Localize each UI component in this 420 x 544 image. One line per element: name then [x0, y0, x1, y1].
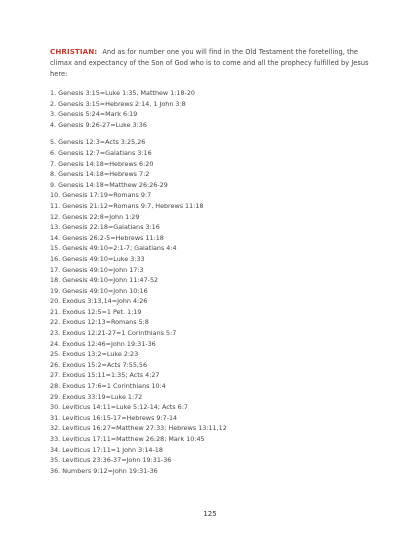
reference-item: 31. Leviticus 16:15-17=Hebrews 9:7-14	[50, 413, 178, 422]
reference-item: 34. Leviticus 17:11=1 John 3:14-18	[50, 445, 163, 454]
reference-item: 17. Genesis 49:10=John 17:3	[50, 265, 144, 274]
reference-item: 2. Genesis 3:15=Hebrews 2:14, 1 John 3:8	[50, 99, 186, 108]
reference-item: 22. Exodus 12:13=Romans 5:8	[50, 318, 149, 327]
reference-item: 21. Exodus 12:5=1 Pet. 1:19	[50, 307, 142, 316]
reference-item: 25. Exodus 13:2=Luke 2:23	[50, 350, 139, 359]
reference-item: 30. Leviticus 14:11=Luke 5:12-14; Acts 6:7	[50, 403, 188, 412]
reference-item: 12. Genesis 22:8=John 1:29	[50, 212, 140, 221]
reference-item: 10. Genesis 17:19=Romans 9:7	[50, 191, 152, 200]
reference-item: 14. Genesis 26:2-5=Hebrews 11:18	[50, 233, 164, 242]
reference-item: 3. Genesis 5:24=Mark 6:19	[50, 110, 138, 119]
reference-item: 13. Genesis 22:18=Galatians 3:16	[50, 223, 160, 232]
reference-item: 6. Genesis 12:7=Galatians 3:16	[50, 148, 152, 157]
reference-item: 5. Genesis 12:3=Acts 3:25,26	[50, 138, 146, 147]
reference-item: 8. Genesis 14:18=Hebrews 7:2	[50, 170, 150, 179]
reference-item: 4. Genesis 9:26-27=Luke 3:36	[50, 120, 147, 129]
intro-paragraph	[50, 46, 375, 80]
reference-list	[50, 88, 370, 476]
reference-item: 24. Exodus 12:46=John 19:31-36	[50, 339, 156, 348]
page-number: 125	[203, 510, 217, 518]
reference-item: 16. Genesis 49:10=Luke 3:33	[50, 254, 145, 263]
reference-item: 27. Exodus 15:11=1:35; Acts 4:27	[50, 371, 160, 380]
reference-item: 19. Genesis 49:10=John 10:16	[50, 286, 148, 295]
reference-item: 18. Genesis 49:10=John 11:47-52	[50, 276, 159, 285]
reference-item: 20. Exodus 3:13,14=John 4:26	[50, 297, 148, 306]
reference-item: 26. Exodus 15:2=Acts 7:55,56	[50, 360, 148, 369]
reference-item: 15. Genesis 49:10=2:1-7; Galatians 4:4	[50, 244, 177, 253]
reference-item: 35. Leviticus 23:36-37=John 19:31-36	[50, 456, 172, 465]
reference-item: 28. Exodus 17:6=1 Corinthians 10:4	[50, 382, 166, 391]
reference-item: 9. Genesis 14:18=Matthew 26:26-29	[50, 180, 168, 189]
reference-item: 1. Genesis 3:15=Luke 1:35, Matthew 1:18-20	[50, 89, 195, 97]
reference-item: 23. Exodus 12:21-27=1 Corinthians 5:7	[50, 329, 177, 338]
speaker-label: CHRISTIAN:	[50, 47, 98, 56]
reference-item: 33. Leviticus 17:11=Matthew 26:28; Mark 10:45	[50, 435, 205, 443]
reference-item: 36. Numbers 9:12=John 19:31-36	[50, 466, 158, 475]
reference-item: 29. Exodus 33:19=Luke 1:72	[50, 392, 143, 401]
intro-text: And as for number one you will find in the Old Testament the foretelling, the climax and expectancy of the Son of God who is to come and all the prophecy fulfilled by Jesus here:	[50, 48, 369, 78]
reference-item: 11. Genesis 21:12=Romans 9:7, Hebrews 11:18	[50, 201, 204, 210]
reference-item: 7. Genesis 14:18=Hebrews 6:20	[50, 159, 154, 168]
reference-item: 32. Leviticus 16:27=Matthew 27:33; Hebrews 13:11,12	[50, 424, 227, 433]
